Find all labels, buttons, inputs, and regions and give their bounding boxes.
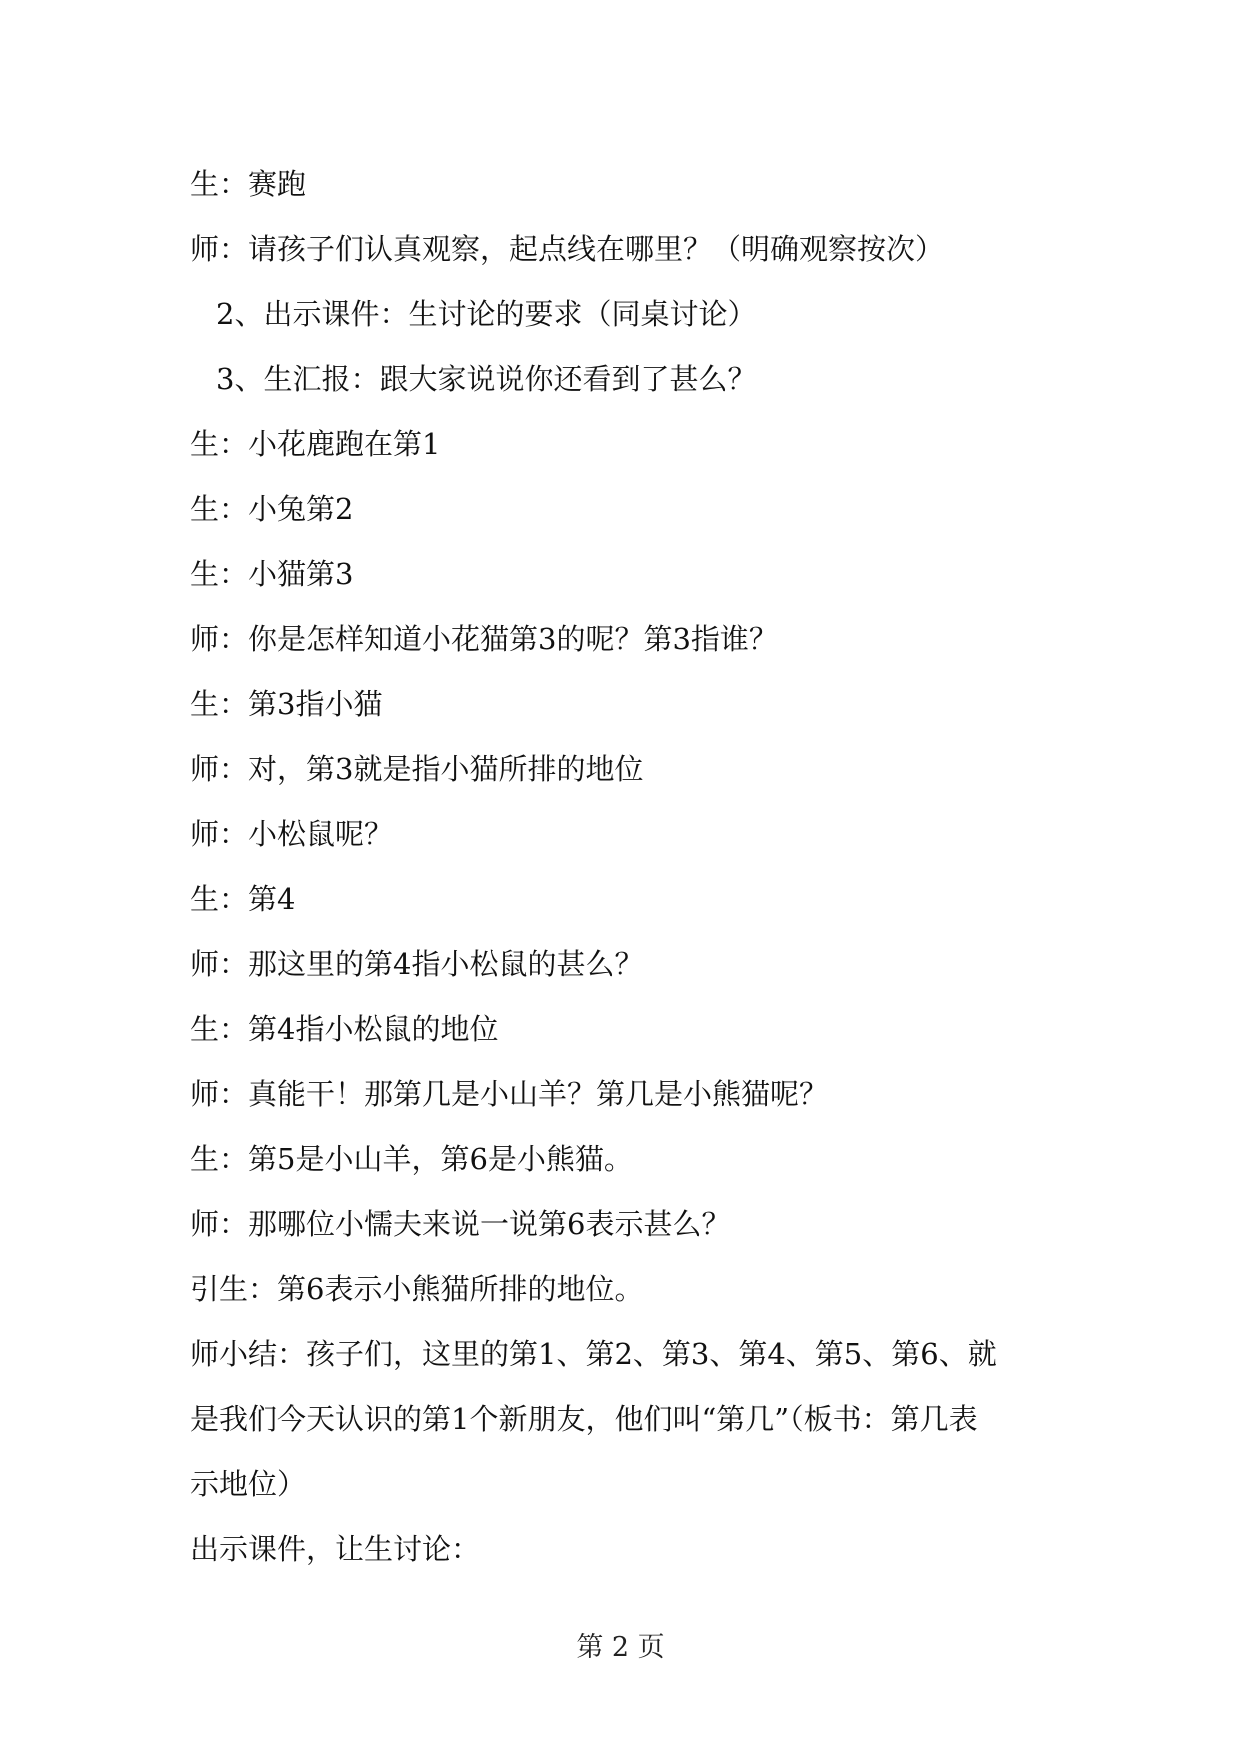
text-line: 师：真能干！那第几是小山羊？第几是小熊猫呢？	[190, 1077, 829, 1111]
text-line: 师：那这里的第4指小松鼠的甚么？	[190, 947, 644, 981]
text-line: 师：对，第3就是指小猫所排的地位	[190, 752, 644, 786]
text-line: 师：小松鼠呢？	[190, 817, 394, 851]
text-line: 生：小兔第2	[190, 492, 354, 526]
text-line: 师：你是怎样知道小花猫第3的呢？第3指谁？	[190, 622, 778, 656]
text-line: 师小结：孩子们，这里的第1、第2、第3、第4、第5、第6、就	[190, 1337, 997, 1371]
text-line: 师：请孩子们认真观察，起点线在哪里？（明确观察按次）	[190, 232, 945, 266]
text-line: 生：赛跑	[190, 167, 307, 201]
text-line: 引生：第6表示小熊猫所排的地位。	[190, 1272, 644, 1306]
text-line: 生：第4指小松鼠的地位	[190, 1012, 499, 1046]
text-line: 生：第4	[190, 882, 296, 916]
text-line: 生：小猫第3	[190, 557, 354, 591]
text-line: 3、生汇报：跟大家说说你还看到了甚么？	[216, 362, 757, 396]
text-line: 2、出示课件：生讨论的要求（同桌讨论）	[216, 297, 757, 331]
text-line: 生：第3指小猫	[190, 687, 383, 721]
text-line: 是我们今天认识的第1个新朋友，他们叫“第几”（板书：第几表	[190, 1402, 978, 1436]
page-number: 第 2 页	[576, 1632, 665, 1663]
text-line: 出示课件，让生讨论：	[190, 1532, 481, 1566]
text-line: 师：那哪位小懦夫来说一说第6表示甚么？	[190, 1207, 731, 1241]
text-line: 示地位）	[190, 1467, 307, 1501]
text-line: 生：第5是小山羊，第6是小熊猫。	[190, 1142, 633, 1176]
text-line: 生：小花鹿跑在第1	[190, 427, 441, 461]
